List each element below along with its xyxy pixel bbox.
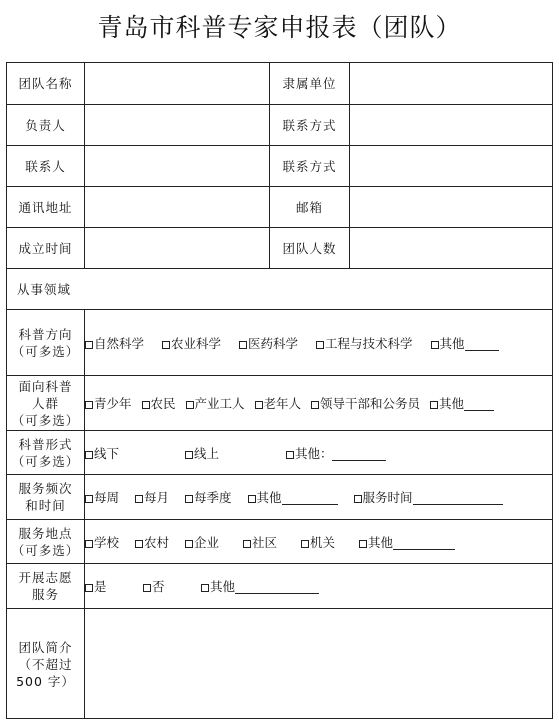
frequency-option[interactable]: 每季度	[185, 488, 232, 506]
affiliation-label: 隶属单位	[270, 63, 350, 105]
checkbox-icon	[85, 401, 93, 409]
checkbox-icon	[430, 401, 438, 409]
volunteer-label-line1: 开展志愿	[18, 570, 73, 585]
checkbox-icon	[431, 341, 439, 349]
audience-label-line1: 面向科普	[18, 378, 73, 394]
audience-option[interactable]: 农民	[142, 394, 176, 412]
application-form-table	[6, 62, 553, 719]
row-leader	[7, 105, 553, 146]
founded-field[interactable]	[85, 228, 270, 269]
audience-option[interactable]: 领导干部和公务员	[311, 394, 420, 412]
direction-option[interactable]: 农业科学	[162, 334, 221, 352]
checkbox-icon	[201, 584, 209, 592]
checkbox-icon	[239, 341, 247, 349]
form-option[interactable]: 线上	[185, 444, 282, 462]
location-option[interactable]: 企业	[185, 533, 219, 551]
frequency-label-line2: 和时间	[25, 498, 66, 513]
checkbox-icon	[186, 401, 194, 409]
checkbox-icon	[301, 540, 309, 548]
other-blank-line[interactable]	[282, 492, 338, 505]
time-blank-line[interactable]	[413, 492, 503, 505]
location-label-line2: （可多选）	[11, 542, 80, 558]
volunteer-label	[7, 564, 85, 609]
other-blank-line[interactable]	[332, 448, 386, 461]
other-blank-line[interactable]	[464, 398, 494, 411]
frequency-label	[7, 475, 85, 520]
checkbox-icon	[255, 401, 263, 409]
volunteer-options	[85, 564, 553, 609]
intro-label-line3: 500 字）	[16, 674, 75, 689]
frequency-options	[85, 475, 553, 520]
contact1-label: 联系方式	[270, 105, 350, 146]
direction-options	[85, 310, 553, 376]
audience-option[interactable]: 产业工人	[186, 394, 245, 412]
address-label: 通讯地址	[7, 187, 85, 228]
leader-field[interactable]	[85, 105, 270, 146]
contact2-field[interactable]	[350, 146, 553, 187]
frequency-option[interactable]: 每月	[135, 488, 169, 506]
row-team-name	[7, 63, 553, 105]
form-option[interactable]: 线下	[85, 444, 181, 462]
checkbox-icon	[248, 495, 256, 503]
direction-label-line1: 科普方向	[18, 326, 73, 342]
audience-option-other[interactable]: 其他	[430, 394, 494, 412]
team-size-label: 团队人数	[270, 228, 350, 269]
audience-label	[7, 376, 85, 431]
checkbox-icon	[162, 341, 170, 349]
row-frequency	[7, 475, 553, 520]
other-blank-line[interactable]	[465, 338, 499, 351]
location-option[interactable]: 社区	[243, 533, 277, 551]
team-name-field[interactable]	[85, 63, 270, 105]
checkbox-icon	[185, 451, 193, 459]
direction-option-other[interactable]: 其他	[431, 334, 499, 352]
audience-label-line2: 人群	[31, 395, 59, 411]
volunteer-option-yes[interactable]: 是	[85, 577, 139, 595]
checkbox-icon	[354, 495, 362, 503]
checkbox-icon	[85, 451, 93, 459]
volunteer-option-no[interactable]: 否	[143, 577, 197, 595]
form-option-other[interactable]: 其他：	[286, 444, 387, 462]
row-form	[7, 431, 553, 475]
other-blank-line[interactable]	[235, 581, 319, 594]
checkbox-icon	[143, 584, 151, 592]
contact-person-field[interactable]	[85, 146, 270, 187]
checkbox-icon	[286, 451, 294, 459]
location-option[interactable]: 农村	[135, 533, 169, 551]
row-address	[7, 187, 553, 228]
row-audience	[7, 376, 553, 431]
address-field[interactable]	[85, 187, 270, 228]
intro-field[interactable]	[85, 609, 553, 719]
contact2-label: 联系方式	[270, 146, 350, 187]
volunteer-option-other[interactable]: 其他	[201, 577, 319, 595]
intro-label-line2: （不超过	[18, 657, 73, 672]
checkbox-icon	[85, 341, 93, 349]
checkbox-icon	[85, 495, 93, 503]
location-option-other[interactable]: 其他	[359, 533, 455, 551]
checkbox-icon	[85, 540, 93, 548]
checkbox-icon	[142, 401, 150, 409]
direction-label	[7, 310, 85, 376]
frequency-label-line1: 服务频次	[18, 481, 73, 496]
team-size-field[interactable]	[350, 228, 553, 269]
direction-label-line2: （可多选）	[11, 343, 80, 359]
row-founded	[7, 228, 553, 269]
direction-option[interactable]: 医药科学	[239, 334, 298, 352]
contact-person-label: 联系人	[7, 146, 85, 187]
location-option[interactable]: 学校	[85, 533, 119, 551]
row-location	[7, 520, 553, 564]
field-label: 从事领域	[7, 269, 553, 310]
checkbox-icon	[316, 341, 324, 349]
location-options	[85, 520, 553, 564]
form-label	[7, 431, 85, 475]
form-label-line2: （可多选）	[11, 453, 80, 469]
audience-label-line3: （可多选）	[11, 412, 80, 428]
checkbox-icon	[185, 495, 193, 503]
location-option[interactable]: 机关	[301, 533, 335, 551]
frequency-option[interactable]: 每周	[85, 488, 119, 506]
row-intro	[7, 609, 553, 719]
leader-label: 负责人	[7, 105, 85, 146]
email-label: 邮箱	[270, 187, 350, 228]
row-contact-person	[7, 146, 553, 187]
checkbox-icon	[311, 401, 319, 409]
frequency-option-other[interactable]: 其他	[248, 488, 338, 506]
form-title: 青岛市科普专家申报表（团队）	[97, 13, 462, 42]
location-label-line1: 服务地点	[18, 525, 73, 541]
checkbox-icon	[359, 540, 367, 548]
email-field[interactable]	[350, 187, 553, 228]
checkbox-icon	[185, 540, 193, 548]
row-field	[7, 269, 553, 310]
frequency-option-time[interactable]: 服务时间	[354, 488, 503, 506]
founded-label: 成立时间	[7, 228, 85, 269]
audience-option[interactable]: 青少年	[85, 394, 132, 412]
checkbox-icon	[85, 584, 93, 592]
form-options	[85, 431, 553, 475]
intro-label-line1: 团队简介	[18, 640, 73, 655]
row-direction	[7, 310, 553, 376]
volunteer-label-line2: 服务	[31, 587, 59, 602]
affiliation-field[interactable]	[350, 63, 553, 105]
checkbox-icon	[135, 540, 143, 548]
checkbox-icon	[135, 495, 143, 503]
row-volunteer	[7, 564, 553, 609]
intro-label	[7, 609, 85, 719]
audience-option[interactable]: 老年人	[255, 394, 302, 412]
checkbox-icon	[243, 540, 251, 548]
audience-options	[85, 376, 553, 431]
direction-option[interactable]: 自然科学	[85, 334, 144, 352]
form-label-line1: 科普形式	[18, 436, 73, 452]
direction-option[interactable]: 工程与技术科学	[316, 334, 413, 352]
team-name-label: 团队名称	[7, 63, 85, 105]
location-label	[7, 520, 85, 564]
other-blank-line[interactable]	[393, 537, 455, 550]
contact1-field[interactable]	[350, 105, 553, 146]
